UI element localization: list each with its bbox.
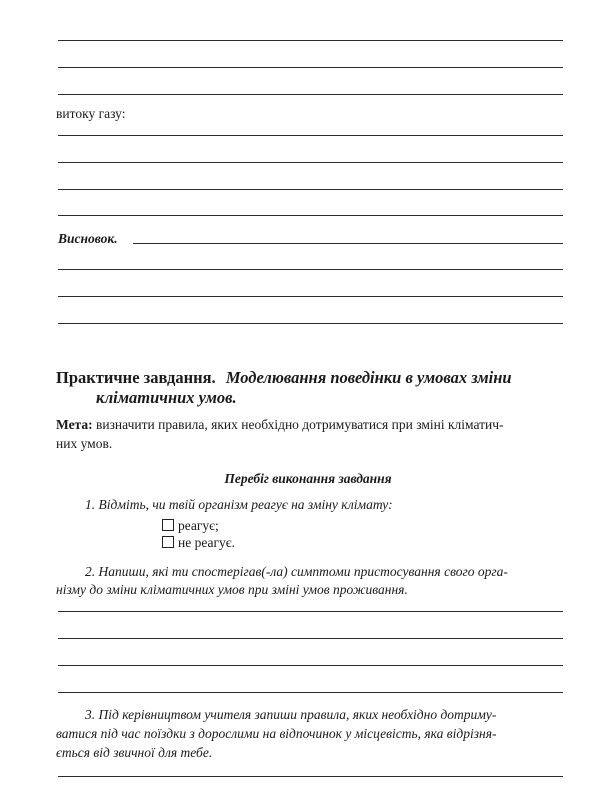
task1-text: 1. Відміть, чи твій організм реагує на зміну клімату: [85,497,393,512]
answer-line[interactable] [58,323,563,324]
answer-line[interactable] [58,215,563,216]
answer-line[interactable] [58,638,563,639]
task3-line2: ватися під час поїздки з дорослими на відпочинок у місцевість, яка відрізня- [56,726,497,741]
option-not-reacts[interactable] [162,535,235,551]
practical-title-topic: Моделювання поведінки в умовах зміни [225,368,512,387]
answer-line[interactable] [58,94,563,95]
option-reacts[interactable] [162,518,219,534]
option-label: не реагує. [178,535,235,550]
answer-line[interactable] [58,67,563,68]
goal-line1 [56,417,504,433]
practical-title-prefix: Практичне завдання. [56,368,216,387]
checkbox-icon[interactable] [162,519,174,531]
practical-title-line2: кліматичних умов. [96,388,237,407]
goal-text: визначити правила, яких необхідно дотримуватися при зміні кліматич- [95,417,504,432]
conclusion-answer-line[interactable] [133,243,563,244]
answer-line[interactable] [58,162,563,163]
answer-line[interactable] [58,611,563,612]
conclusion-label: Висновок. [58,231,118,246]
answer-line[interactable] [58,135,563,136]
goal-line2: них умов. [56,436,113,451]
answer-line[interactable] [58,40,563,41]
answer-line[interactable] [58,269,563,270]
task3-line1: 3. Під керівництвом учителя запиши правила, яких необхідно дотриму- [85,707,497,722]
answer-line[interactable] [58,776,563,777]
answer-line[interactable] [58,189,563,190]
answer-line[interactable] [58,692,563,693]
checkbox-icon[interactable] [162,536,174,548]
task3-line3: ється від звичної для тебе. [56,745,213,760]
answer-line[interactable] [58,665,563,666]
task2-line1: 2. Напиши, які ти спостерігав(-ла) симптоми пристосування свого орга- [85,564,508,579]
gas-leak-label: витоку газу: [56,106,126,121]
option-label: реагує; [178,518,219,533]
practical-title-line1 [56,368,512,388]
progress-heading: Перебіг виконання завдання [224,471,392,486]
task2-line2: нізму до зміни кліматичних умов при зміні умов проживання. [56,582,408,597]
goal-label: Мета: [56,417,93,432]
answer-line[interactable] [58,296,563,297]
